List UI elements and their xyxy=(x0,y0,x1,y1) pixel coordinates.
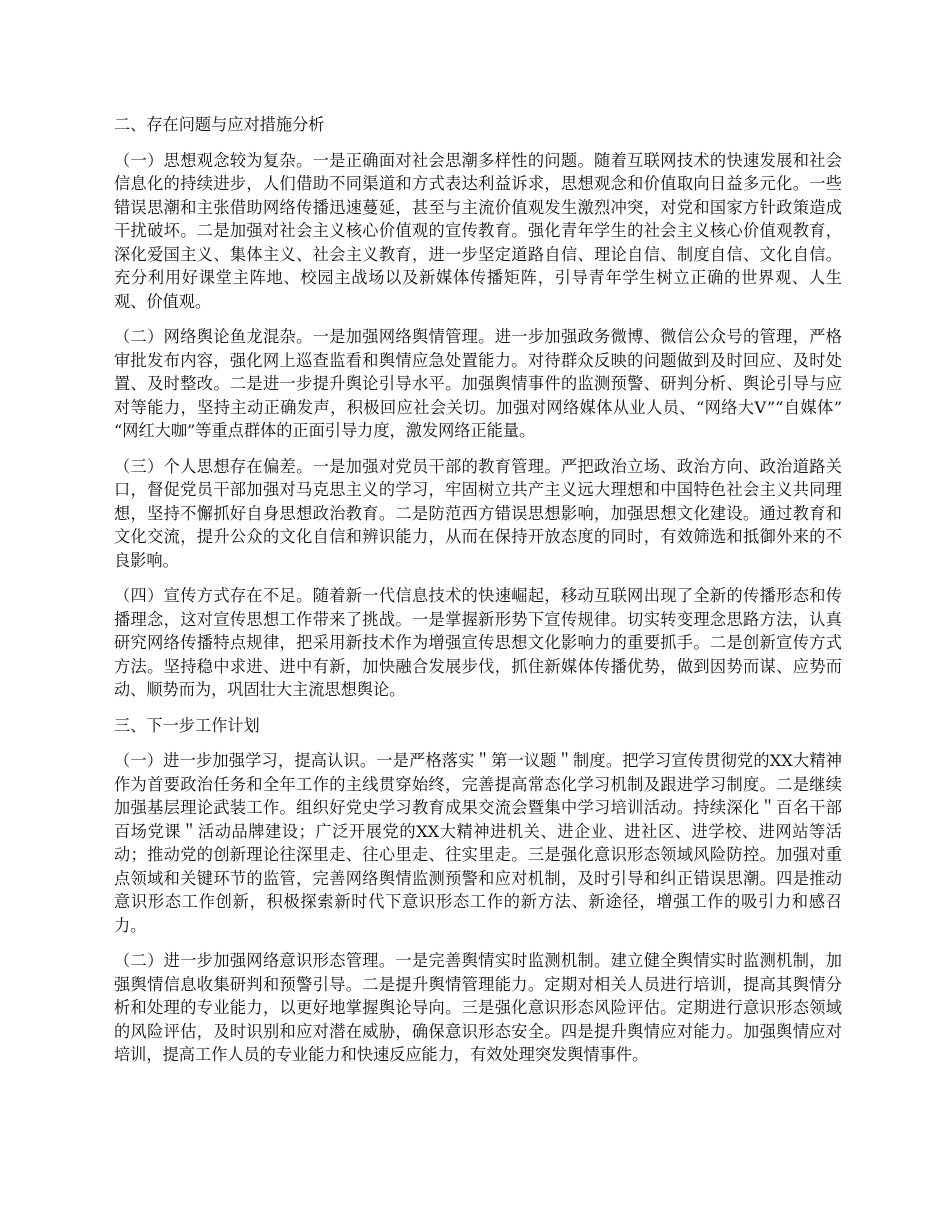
document-body xyxy=(114,113,842,1079)
paragraph-personal-thinking: （三）个人思想存在偏差。一是加强对党员干部的教育管理。严把政治立场、政治方向、政治道路关口，督促党员干部加强对马克思主义的学习，牢固树立共产主义远大理想和中国特色社会主义共同理想，坚持不懈抓好自身思想政治教育。二是防范西方错误思想影响，加强思想文化建设。通过教育和文化交流，提升公众的文化自信和辨识能力，从而在保持开放态度的同时，有效筛选和抵御外来的不良影响。 xyxy=(114,456,842,570)
paragraph-network-management: （二）进一步加强网络意识形态管理。一是完善舆情实时监测机制。建立健全舆情实时监测机制，加强舆情信息收集研判和预警引导。二是提升舆情管理能力。定期对相关人员进行培训，提高其舆情分析和处理的专业能力，以更好地掌握舆论导向。三是强化意识形态风险评估。定期进行意识形态领域的风险评估，及时识别和应对潜在威胁，确保意识形态安全。四是提升舆情应对能力。加强舆情应对培训，提高工作人员的专业能力和快速反应能力，有效处理突发舆情事件。 xyxy=(114,951,842,1064)
section-heading-problems: 二、存在问题与应对措施分析 xyxy=(114,115,325,134)
paragraph-online-opinion: （二）网络舆论鱼龙混杂。一是加强网络舆情管理。进一步加强政务微博、微信公众号的管理，严格审批发布内容，强化网上巡查监看和舆情应急处置能力。对待群众反映的问题做到及时回应、及时处置、及时整改。二是进一步提升舆论引导水平。加强舆情事件的监测预警、研判分析、舆论引导与应对等能力，坚持主动正确发声，积极回应社会关切。加强对网络媒体从业人员、“网络大V”“自媒体” “网红大咖”等重点群体的正面引导力度，激发网络正能量。 xyxy=(114,327,842,440)
paragraph-strengthen-study: （一）进一步加强学习，提高认识。一是严格落实＂第一议题＂制度。把学习宣传贯彻党的XX大精神作为首要政治任务和全年工作的主线贯穿始终，完善提高常态化学习机制及跟进学习制度。二是继续加强基层理论武装工作。组织好党史学习教育成果交流会暨集中学习培训活动。持续深化＂百名干部百场党课＂活动品牌建设；广泛开展党的XX大精神进机关、进企业、进社区、进学校、进网站等活动；推动党的创新理论往深里走、往心里走、往实里走。三是强化意识形态领域风险防控。加强对重点领域和关键环节的监管，完善网络舆情监测预警和应对机制，及时引导和纠正错误思潮。四是推动意识形态工作创新，积极探索新时代下意识形态工作的新方法、新途径，增强工作的吸引力和感召力。 xyxy=(114,751,842,935)
paragraph-ideological-complexity: （一）思想观念较为复杂。一是正确面对社会思潮多样性的问题。随着互联网技术的快速发展和社会信息化的持续进步，人们借助不同渠道和方式表达利益诉求，思想观念和价值取向日益多元化。一些错误思潮和主张借助网络传播迅速蔓延，甚至与主流价值观发生激烈冲突，对党和国家方针政策造成干扰破坏。二是加强对社会主义核心价值观的宣传教育。强化青年学生的社会主义核心价值观教育，深化爱国主义、集体主义、社会主义教育，进一步坚定道路自信、理论自信、制度自信、文化自信。充分利用好课堂主阵地、校园主战场以及新媒体传播矩阵，引导青年学生树立正确的世界观、人生观、价值观。 xyxy=(114,150,842,311)
section-heading-next-plan: 三、下一步工作计划 xyxy=(114,715,260,735)
paragraph-publicity-methods: （四）宣传方式存在不足。随着新一代信息技术的快速崛起，移动互联网出现了全新的传播形态和传播理念，这对宣传思想工作带来了挑战。一是掌握新形势下宣传规律。切实转变理念思路方法，认真研究网络传播特点规律，把采用新技术作为增强宣传思想文化影响力的重要抓手。二是创新宣传方式方法。坚持稳中求进、进中有新，加快融合发展步伐，抓住新媒体传播优势，做到因势而谋、应势而动、顺势而为，巩固壮大主流思想舆论。 xyxy=(114,586,842,699)
